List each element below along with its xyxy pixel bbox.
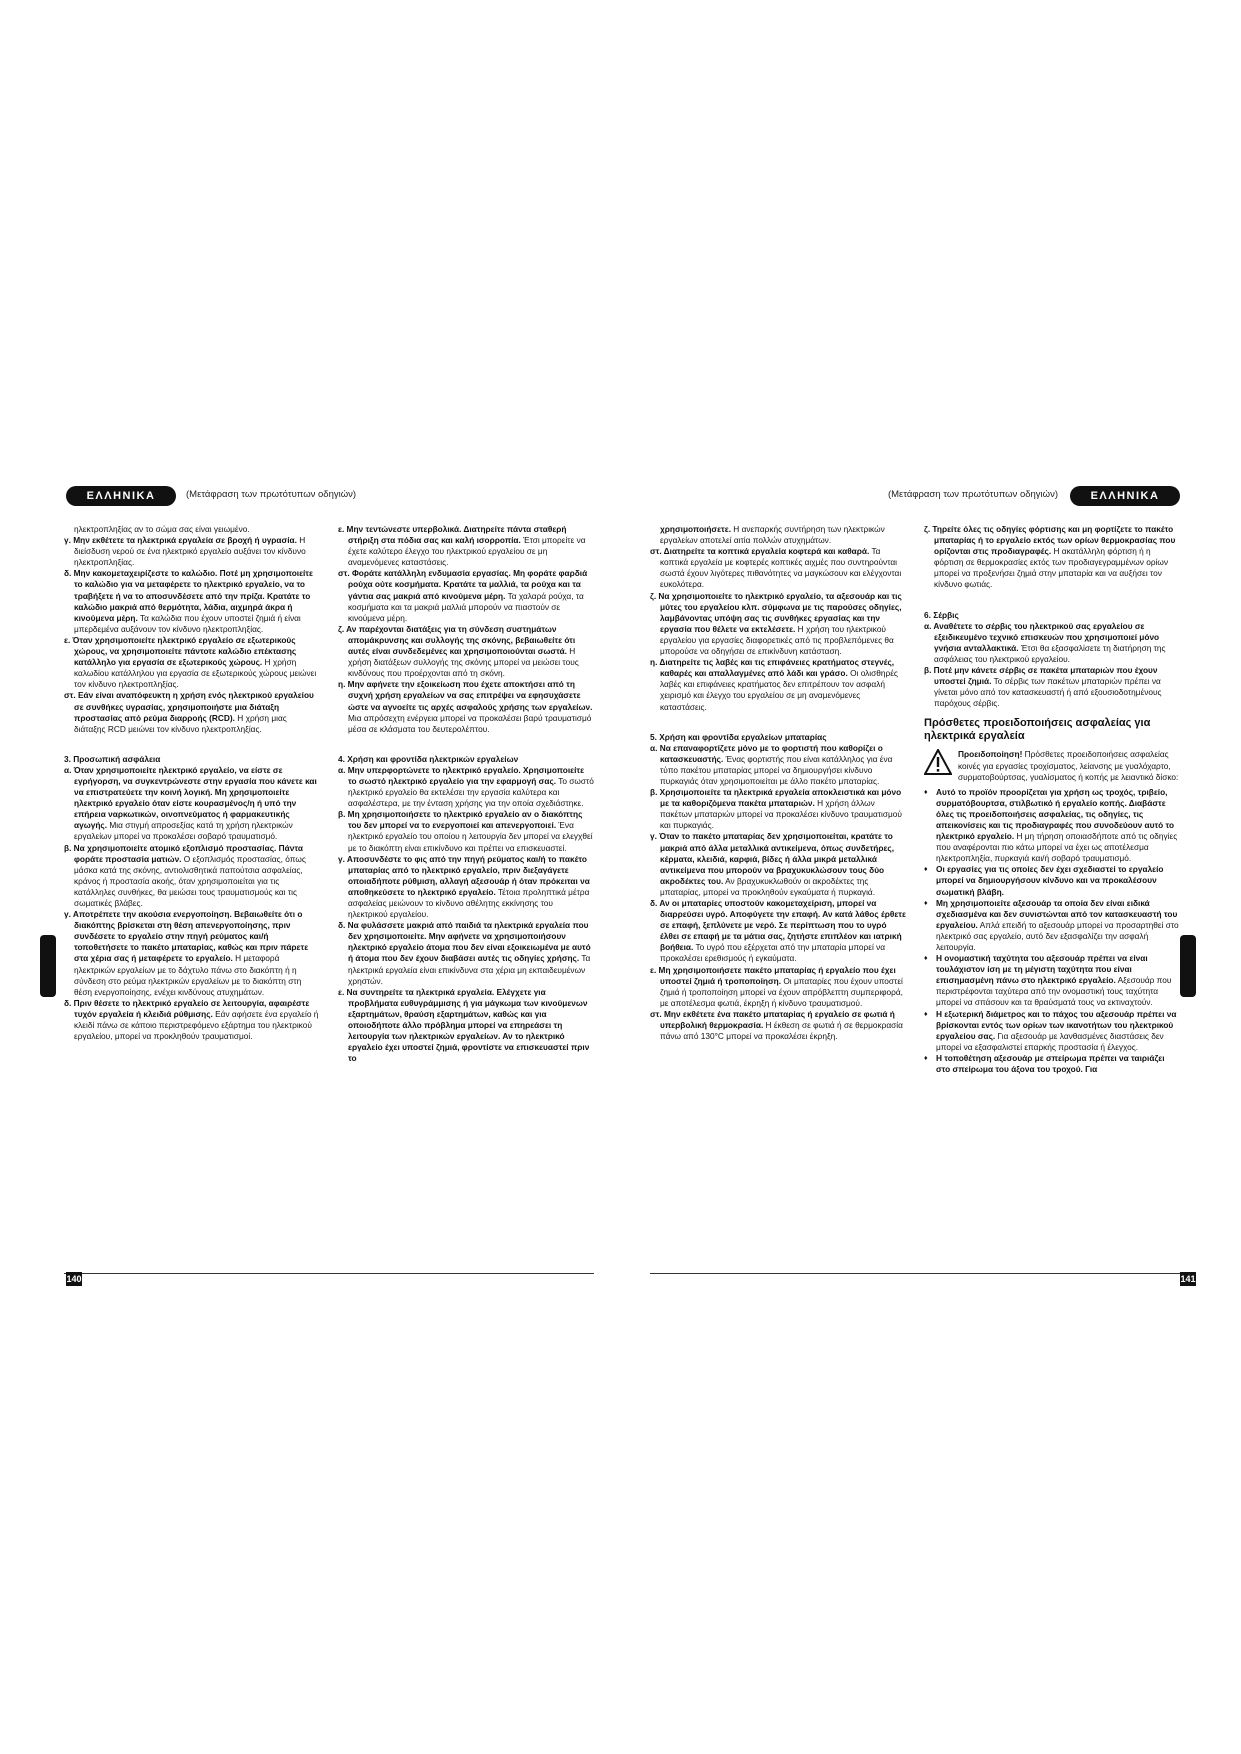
instruction-item: [338, 854, 594, 921]
bullet-bold: Αυτό το προϊόν προορίζεται για χρήση ως τροχός, τριβείο, συρματόβουρτσα, στιλβωτικό ή εργαλείο κοπής. Διαβάστε όλες τις προειδοποιήσεις ασφαλείας, τις οδηγίες, τις απεικονίσεις και τις προδιαγραφές που συνοδεύουν αυτό το ηλεκτρικό εργαλείο.: [936, 786, 1175, 842]
instruction-item: [924, 524, 1180, 591]
thumb-tab-right: [1180, 935, 1196, 997]
instruction-text: Οι μπαταρίες που έχουν υποστεί ζημιά ή τροποποίηση μπορεί να έχουν απρόβλεπτη συμπεριφορά, με αποτέλεσμα φωτιά, έκρηξη ή κίνδυνο τραυματισμού.: [660, 975, 903, 1008]
translation-note: (Μετάφραση των πρωτότυπων οδηγιών): [186, 489, 357, 500]
instruction-bold: α. Όταν χρησιμοποιείτε ηλεκτρικό εργαλείο, να είστε σε εγρήγορση, να συγκεντρώνεστε στην εργασία που κάνετε και να επιστρατεύετε την κοινή λογική. Μη χρησιμοποιείτε ηλεκτρικό εργαλείο όταν είστε κουρασμένος/η ή υπό την επήρεια ναρκωτικών, οινοπνεύματος ή φαρμακευτικής αγωγής.: [64, 764, 317, 831]
left-page-column-2: [338, 524, 594, 1064]
instruction-text: Τέτοια προληπτικά μέτρα ασφαλείας μειώνουν το κίνδυνο αθέλητης εκκίνησης του ηλεκτρικού εργαλείου.: [348, 886, 590, 920]
bullet-bold: Οι εργασίες για τις οποίες δεν έχει σχεδιαστεί το εργαλείο μπορεί να δημιουργήσουν κίνδυνο και να προκαλέσουν σωματική βλάβη.: [936, 864, 1164, 897]
bullet-item: [924, 1009, 1180, 1053]
instruction-bold: γ. Αποσυνδέστε το φις από την πηγή ρεύματος και/ή το πακέτο μπαταρίας από το ηλεκτρικό εργαλείο, πριν διεξαγάγετε οποιαδήποτε ρύθμιση, αλλαγή αξεσουάρ ή όταν πρόκειται να αποθηκεύσετε το ηλεκτρικό εργαλείο.: [338, 853, 590, 897]
bullet-bold: Η τοποθέτηση αξεσουάρ με σπείρωμα πρέπει να ταιριάζει στο σπείρωμα του άξονα του τροχού. Για: [936, 1052, 1165, 1075]
bullet-item: [924, 898, 1180, 953]
instruction-item: [338, 920, 594, 987]
instruction-bold: στ. Μην εκθέτετε ένα πακέτο μπαταρίας ή εργαλείο σε φωτιά ή υπερβολική θερμοκρασία.: [650, 1008, 895, 1031]
instruction-bold: γ. Μην εκθέτετε τα ηλεκτρικά εργαλεία σε βροχή ή υγρασία.: [64, 535, 297, 546]
instruction-item: [64, 843, 320, 910]
paragraph-gap: [338, 735, 594, 744]
instruction-item: [650, 965, 906, 1009]
instruction-text: Ένα ηλεκτρικό εργαλείο του οποίου η λειτουργία δεν μπορεί να ελεγχθεί με το διακόπτη είναι επικίνδυνο και πρέπει να επισκευαστεί.: [348, 820, 593, 853]
right-page-column-2: [924, 524, 1180, 1075]
instruction-item: [338, 765, 594, 809]
instruction-bold: α. Μην υπερφορτώνετε το ηλεκτρικό εργαλείο. Χρησιμοποιείτε το σωστό ηλεκτρικό εργαλείο για την εφαρμογή σας.: [338, 764, 585, 786]
instruction-item: [64, 765, 320, 843]
instruction-item: [924, 621, 1180, 665]
instruction-text: Η χρήση καλωδίου κατάλληλου για εργασία σε εξωτερικούς χώρους μειώνει τον κίνδυνο ηλεκτροπληξίας.: [74, 657, 317, 690]
section-heading: 6. Σέρβις: [924, 609, 959, 620]
warning-text: [958, 749, 1180, 782]
bullet-bold: Η ονομαστική ταχύτητα του αξεσουάρ πρέπει να είναι τουλάχιστον ίση με τη μέγιστη ταχύτητα που είναι επισημασμένη πάνω στο ηλεκτρικό εργαλείο.: [936, 953, 1148, 986]
bullet-bold: Μη χρησιμοποιείτε αξεσουάρ τα οποία δεν είναι ειδικά σχεδιασμένα και δεν συνιστώνται από τον κατασκευαστή του εργαλείου.: [936, 897, 1178, 930]
instruction-text: Τα καλώδια που έχουν υποστεί ζημιά ή είναι μπερδεμένα αυξάνουν τον κίνδυνο ηλεκτροπληξίας.: [74, 612, 301, 634]
instruction-bold: γ. Όταν το πακέτο μπαταρίας δεν χρησιμοποιείται, κρατάτε το μακριά από άλλα μεταλλικά αντικείμενα, όπως συνδετήρες, κέρματα, κλειδιά, καρφιά, βίδες ή άλλα μικρά μεταλλικά αντικείμενα που μπορούν να βραχυκυκλώσουν τους δύο ακροδέκτες του.: [650, 831, 895, 886]
instruction-bold: δ. Μην κακομεταχειρίζεστε το καλώδιο. Ποτέ μη χρησιμοποιείτε το καλώδιο για να μεταφέρετε το ηλεκτρικό εργαλείο, να το τραβήξετε ή να το αποσυνδέσετε από την πρίζα. Κρατάτε το καλώδιο μακριά από θερμότητα, λάδια, αιχμηρά άκρα ή κινούμενα μέρη.: [64, 568, 313, 623]
instruction-item: [650, 898, 906, 965]
instruction-text: Ένας φορτιστής που είναι κατάλληλος για ένα τύπο πακέτου μπαταρίας μπορεί να δημιουργήσει κίνδυνο πυρκαγιάς όταν χρησιμοποιείται με άλλο πακέτο μπαταρίας.: [660, 753, 893, 786]
instruction-text: Το σέρβις των πακέτων μπαταριών πρέπει να γίνεται μόνο από τον κατασκευαστή ή από εξουσιοδοτημένους παρόχους σέρβις.: [934, 676, 1162, 709]
instruction-bold: χρησιμοποιήσετε.: [660, 524, 731, 534]
paragraph-gap: [924, 591, 1180, 600]
instruction-text: Η χρήση άλλων πακέτων μπαταριών μπορεί να προκαλέσει κίνδυνο τραυματισμού και πυρκαγιάς.: [660, 798, 902, 831]
instruction-item: [64, 909, 320, 998]
instruction-bold: ε. Μη χρησιμοποιήσετε πακέτο μπαταρίας ή εργαλείο που έχει υποστεί ζημιά ή τροποποίηση.: [650, 964, 896, 986]
instruction-item: [338, 568, 594, 623]
instruction-bold: στ. Φοράτε κατάλληλη ενδυμασία εργασίας. Μη φοράτε φαρδιά ρούχα ούτε κοσμήματα. Κρατάτε τα μαλλιά, τα ρούχα και τα γάντια σας μακριά από κινούμενα μέρη.: [338, 568, 588, 601]
instruction-bold: ζ. Τηρείτε όλες τις οδηγίες φόρτισης και μη φορτίζετε το πακέτο μπαταρίας ή το εργαλείο εκτός των ορίων θερμοκρασίας που ορίζονται στις προδιαγραφές.: [924, 524, 1176, 557]
instruction-bold: δ. Να φυλάσσετε μακριά από παιδιά τα ηλεκτρικά εργαλεία που δεν χρησιμοποιείτε. Μην αφήνετε να χρησιμοποιήσουν ηλεκτρικό εργαλείο άτομα που δεν είναι εξοικειωμένα με αυτό ή άτομα που δεν έχουν διαβάσει αυτές τις οδηγίες χρήσης.: [338, 920, 591, 964]
instruction-item: [650, 1009, 906, 1042]
section-subheading: Πρόσθετες προειδοποιήσεις ασφαλείας για ηλεκτρικά εργαλεία: [924, 717, 1151, 743]
instruction-bold: δ. Αν οι μπαταρίες υποστούν κακομεταχείριση, μπορεί να διαρρεύσει υγρό. Αποφύγετε την επαφή. Αν κατά λάθος έρθετε σε επαφή, ξεπλύνετε με νερό. Σε περίπτωση που το υγρό έλθει σε επαφή με τα μάτια σας, ζητήστε επιπλέον και ιατρική βοήθεια.: [650, 898, 906, 953]
instruction-text: Τα κοπτικά εργαλεία με κοφτερές κοπτικές αιχμές που συντηρούνται σωστά έχουν λιγότερες πιθανότητες να μαγκώσουν και ελέγχονται ευκολότερα.: [660, 546, 902, 590]
instruction-item: [64, 568, 320, 635]
warning-label: Προειδοποίηση!: [958, 749, 1023, 760]
instruction-bold: στ. Διατηρείτε τα κοπτικά εργαλεία κοφτερά και καθαρά.: [650, 546, 870, 557]
page-number: 141: [1180, 1274, 1196, 1284]
instruction-text: Τα χαλαρά ρούχα, τα κοσμήματα και τα μακριά μαλλιά μπορούν να πιαστούν σε κινούμενα μέρη.: [348, 590, 584, 623]
instruction-bold: α. Να επαναφορτίζετε μόνο με το φορτιστή που καθορίζει ο κατασκευαστής.: [650, 742, 883, 764]
section-heading: 3. Προσωπική ασφάλεια: [64, 753, 161, 764]
instruction-text: Η μεταφορά ηλεκτρικών εργαλείων με το δάχτυλο πάνω στο διακόπτη ή η σύνδεση στο ρεύμα ηλεκτρικών εργαλείων με το διακόπτη στη θέση ενεργοποίησης, ενέχει κινδύνους ατυχημάτων.: [74, 953, 302, 997]
instruction-bold: ζ. Να χρησιμοποιείτε το ηλεκτρικό εργαλείο, τα αξεσουάρ και τις μύτες του εργαλείου κλπ. σύμφωνα με τις παρούσες οδηγίες, λαμβάνοντας υπόψη σας τις συνθήκες εργασίας και την εργασία που θέλετε να εκτελέσετε.: [650, 590, 902, 634]
section-heading: 5. Χρήση και φροντίδα εργαλείων μπαταρίας: [650, 731, 827, 742]
right-page-column-1: [650, 524, 906, 1075]
instruction-item: [924, 665, 1180, 709]
instruction-item: [64, 635, 320, 690]
instruction-bold: γ. Αποτρέπετε την ακούσια ενεργοποίηση. Βεβαιωθείτε ότι ο διακόπτης βρίσκεται στη θέση απενεργοποίησης, πριν συνδέσετε το εργαλείο στην πηγή ρεύματος και/ή τοποθετήσετε το πακέτο μπαταρίας, καθώς και πριν πάρετε στα χέρια σας ή μεταφέρετε το εργαλείο.: [64, 909, 309, 964]
instruction-bold: α. Αναθέτετε το σέρβις του ηλεκτρικού σας εργαλείου σε εξειδικευμένο τεχνικό επισκευών που χρησιμοποιεί μόνο γνήσια ανταλλακτικά.: [924, 620, 1160, 653]
instruction-text: Ο εξοπλισμός προστασίας, όπως μάσκα κατά της σκόνης, αντιολισθητικά παπούτσια ασφαλείας, κράνος ή προστασία ακοής, όταν χρησιμοποιείται για τις κατάλληλες συνθήκες, θα μειώσει τους τραυματισμούς και τις σωματικές βλάβες.: [74, 853, 306, 908]
left-page-header: [64, 486, 594, 512]
instruction-text: Εάν αφήσετε ένα εργαλείο ή κλειδί πάνω σε κάποιο περιστρεφόμενο εξάρτημα του ηλεκτρικού εργαλείου, μπορεί να προκληθούν τραυματισμοί.: [74, 1008, 319, 1042]
bullet-item: [924, 1053, 1180, 1075]
instruction-text: Αν βραχυκυκλωθούν οι ακροδέκτες της μπαταρίας, μπορεί να προκληθούν εγκαύματα ή πυρκαγιά.: [660, 875, 876, 897]
instruction-item: [338, 987, 594, 1065]
instruction-text: Μια απρόσεχτη ενέργεια μπορεί να προκαλέσει βαρύ τραυματισμό μέσα σε κλάσματα του δευτερολέπτου.: [348, 712, 592, 734]
right-page-header: [650, 486, 1180, 512]
instruction-item: [338, 624, 594, 679]
instruction-text: Η διείσδυση νερού σε ένα ηλεκτρικό εργαλείο αυξάνει τον κίνδυνο ηλεκτροπληξίας.: [74, 535, 306, 568]
warning-body: Πρόσθετες προειδοποιήσεις ασφαλείας κοινές για εργασίες τροχίσματος, λείανσης με γυαλόχαρτο, συρματοβούρτσας, γυαλίσματος ή κοπής με λειαντικό δίσκο:: [958, 749, 1179, 782]
instruction-item: [650, 591, 906, 658]
right-page: [650, 489, 1196, 1284]
bullet-list: [924, 787, 1180, 1075]
thumb-tab-left: [40, 935, 56, 997]
instruction-bold: ε. Όταν χρησιμοποιείτε ηλεκτρικό εργαλείο σε εξωτερικούς χώρους, να χρησιμοποιείτε πάντοτε καλώδιο επέκτασης κατάλληλο για εργασία σε εξωτερικούς χώρους.: [64, 634, 297, 668]
instruction-item: [64, 690, 320, 734]
bullet-bold: Η εξωτερική διάμετρος και το πάχος του αξεσουάρ πρέπει να βρίσκονται εντός των ορίων των ικανοτήτων του ηλεκτρικού εργαλείου σας.: [936, 1008, 1177, 1041]
instruction-item: [64, 535, 320, 568]
instruction-item: [338, 809, 594, 853]
left-page: [64, 489, 594, 1284]
instruction-text: Μια στιγμή απροσεξίας κατά τη χρήση ηλεκτρικών εργαλείων μπορεί να προκαλέσει σοβαρό τραυματισμό.: [74, 820, 293, 842]
bullet-text: Η μη τήρηση οποιασδήποτε από τις οδηγίες που αναφέρονται πιο κάτω μπορεί να έχει ως αποτέλεσμα ηλεκτροπληξία, πυρκαγιά και/ή σοβαρό τραυματισμό.: [936, 831, 1178, 864]
instruction-text: Το υγρό που εξέρχεται από την μπαταρία μπορεί να προκαλέσει ερεθισμούς ή εγκαύματα.: [660, 942, 886, 964]
paragraph-gap: [650, 713, 906, 722]
instruction-text: Η ανεπαρκής συντήρηση των ηλεκτρικών εργαλείων αποτελεί αιτία πολλών ατυχημάτων.: [660, 524, 885, 546]
language-badge: ΕΛΛΗΝΙΚΑ: [1070, 486, 1180, 506]
instruction-text: Η ακατάλληλη φόρτιση ή η φόρτιση σε θερμοκρασίες εκτός των προδιαγεγραμμένων ορίων μπορεί να προξενήσει ζημιά στην μπαταρία και να αυξήσει τον κίνδυνο φωτιάς.: [934, 546, 1169, 590]
instruction-bold: ζ. Αν παρέχονται διατάξεις για τη σύνδεση συστημάτων απομάκρυνσης και συλλογής της σκόνης, βεβαιωθείτε ότι αυτές είναι συνδεδεμένες και χρησιμοποιούνται σωστά.: [338, 623, 576, 657]
warning-block: [924, 749, 1180, 782]
instruction-text: Η χρήση μιας διάταξης RCD μειώνει τον κίνδυνο ηλεκτροπληξίας.: [74, 712, 287, 734]
bullet-item: [924, 787, 1180, 865]
continued-paragraph: [650, 524, 906, 546]
instruction-item: [650, 546, 906, 590]
instruction-bold: δ. Πριν θέσετε το ηλεκτρικό εργαλείο σε λειτουργία, αφαιρέστε τυχόν εργαλεία ή κλειδιά ρύθμισης.: [64, 997, 310, 1019]
instruction-text: Η έκθεση σε φωτιά ή σε θερμοκρασία πάνω από 130°C μπορεί να προκαλέσει έκρηξη.: [660, 1020, 903, 1042]
instruction-text: Έτσι μπορείτε να έχετε καλύτερο έλεγχο του ηλεκτρικού εργαλείου σε μη αναμενόμενες καταστάσεις.: [348, 535, 586, 568]
instruction-text: Οι ολισθηρές λαβές και επιφάνειες κρατήματος δεν επιτρέπουν τον ασφαλή χειρισμό και έλεγχο του εργαλείου σε μη αναμενόμενες καταστάσεις.: [660, 668, 898, 712]
instruction-item: [650, 657, 906, 712]
instruction-item: [64, 998, 320, 1042]
instruction-bold: η. Διατηρείτε τις λαβές και τις επιφάνειες κρατήματος στεγνές, καθαρές και απαλλαγμένες από λάδι και γράσο.: [650, 657, 895, 679]
instruction-item: [650, 787, 906, 831]
instruction-bold: η. Μην αφήνετε την εξοικείωση που έχετε αποκτήσει από τη συχνή χρήση εργαλείων να σας επιτρέψει να εφησυχάσετε ώστε να αγνοείτε τις αρχές ασφαλούς χρήσης των εργαλείων.: [338, 679, 593, 712]
instruction-bold: β. Μη χρησιμοποιήσετε το ηλεκτρικό εργαλείο αν ο διακόπτης του δεν μπορεί να το ενεργοποιεί και απενεργοποιεί.: [338, 809, 583, 831]
continued-paragraph: [64, 524, 320, 535]
instruction-bold: ε. Μην τεντώνεστε υπερβολικά. Διατηρείτε πάντα σταθερή στήριξη στα πόδια σας και καλή ισορροπία.: [338, 524, 567, 546]
bullet-text: Αξεσουάρ που περιστρέφονται ταχύτερα από την ονομαστική τους ταχύτητα μπορεί να σπάσουν και τα θραύσματά τους να εκτιναχτούν.: [936, 975, 1172, 1008]
bullet-item: [924, 953, 1180, 1008]
instruction-item: [338, 679, 594, 734]
instruction-text: Έτσι θα εξασφαλίσετε τη διατήρηση της ασφάλειας του ηλεκτρικού εργαλείου.: [934, 642, 1166, 664]
instruction-text: Η χρήση διατάξεων συλλογής της σκόνης μπορεί να μειώσει τους κινδύνους που προέρχονται από τη σκόνη.: [348, 646, 579, 679]
left-page-column-1: [64, 524, 320, 1064]
section-heading: 4. Χρήση και φροντίδα ηλεκτρικών εργαλείων: [338, 753, 519, 764]
instruction-bold: β. Χρησιμοποιείτε τα ηλεκτρικά εργαλεία αποκλειστικά και μόνο με τα καθοριζόμενα πακέτα μπαταριών.: [650, 787, 902, 809]
bullet-text: Απλά επειδή το αξεσουάρ μπορεί να προσαρτηθεί στο ηλεκτρικό σας εργαλείο, αυτό δεν εξασφαλίζει την ασφαλή λειτουργία.: [936, 919, 1179, 952]
bullet-text: Για αξεσουάρ με λανθασμένες διαστάσεις δεν μπορεί να εξασφαλιστεί επαρκής προστασία ή έλεγχος.: [936, 1030, 1164, 1052]
warning-triangle-icon: [924, 749, 952, 775]
instruction-text: ηλεκτροπληξίας αν το σώμα σας είναι γειωμένο.: [74, 524, 250, 534]
instruction-bold: ε. Να συντηρείτε τα ηλεκτρικά εργαλεία. Ελέγχετε για προβλήματα ευθυγράμμισης ή για μάγκωμα των κινούμενων εξαρτημάτων, θραύση εξαρτημάτων, καθώς και για οποιοδήποτε άλλο πρόβλημα μπορεί να επηρεάσει τη λειτουργία των ηλεκτρικών εργαλείων. Αν το ηλεκτρικό εργαλείο έχει υποστεί ζημιά, φροντίστε να επισκευαστεί πριν το: [338, 986, 590, 1064]
instruction-text: Τα ηλεκτρικά εργαλεία είναι επικίνδυνα στα χέρια μη εκπαιδευμένων χρηστών.: [348, 953, 591, 986]
footer-rule: [64, 1273, 594, 1274]
instruction-item: [650, 743, 906, 787]
instruction-text: Η χρήση του ηλεκτρικού εργαλείου για εργασίες διαφορετικές από τις προβλεπόμενες θα μπορούσε να οδηγήσει σε επικίνδυνη κατάσταση.: [660, 623, 894, 657]
instruction-bold: στ. Εάν είναι αναπόφευκτη η χρήση ενός ηλεκτρικού εργαλείου σε συνθήκες υγρασίας, χρησιμοποιήστε μια διάταξη προστασίας από ρεύμα διαρροής (RCD).: [64, 690, 314, 723]
instruction-bold: β. Ποτέ μην κάνετε σέρβις σε πακέτα μπαταριών που έχουν υποστεί ζημιά.: [924, 665, 1158, 687]
paragraph-gap: [64, 735, 320, 744]
page-number: 140: [66, 1274, 82, 1284]
language-badge: ΕΛΛΗΝΙΚΑ: [66, 486, 176, 506]
instruction-bold: β. Να χρησιμοποιείτε ατομικό εξοπλισμό προστασίας. Πάντα φοράτε προστασία ματιών.: [64, 842, 303, 864]
instruction-text: Το σωστό ηλεκτρικό εργαλείο θα εκτελέσει την εργασία καλύτερα και ασφαλέστερα, με την ένταση χρήσης για την οποία σχεδιάστηκε.: [348, 775, 594, 809]
footer-rule: [650, 1273, 1180, 1274]
bullet-item: [924, 864, 1180, 897]
translation-note: (Μετάφραση των πρωτότυπων οδηγιών): [887, 489, 1058, 500]
instruction-item: [338, 524, 594, 568]
instruction-item: [650, 831, 906, 898]
